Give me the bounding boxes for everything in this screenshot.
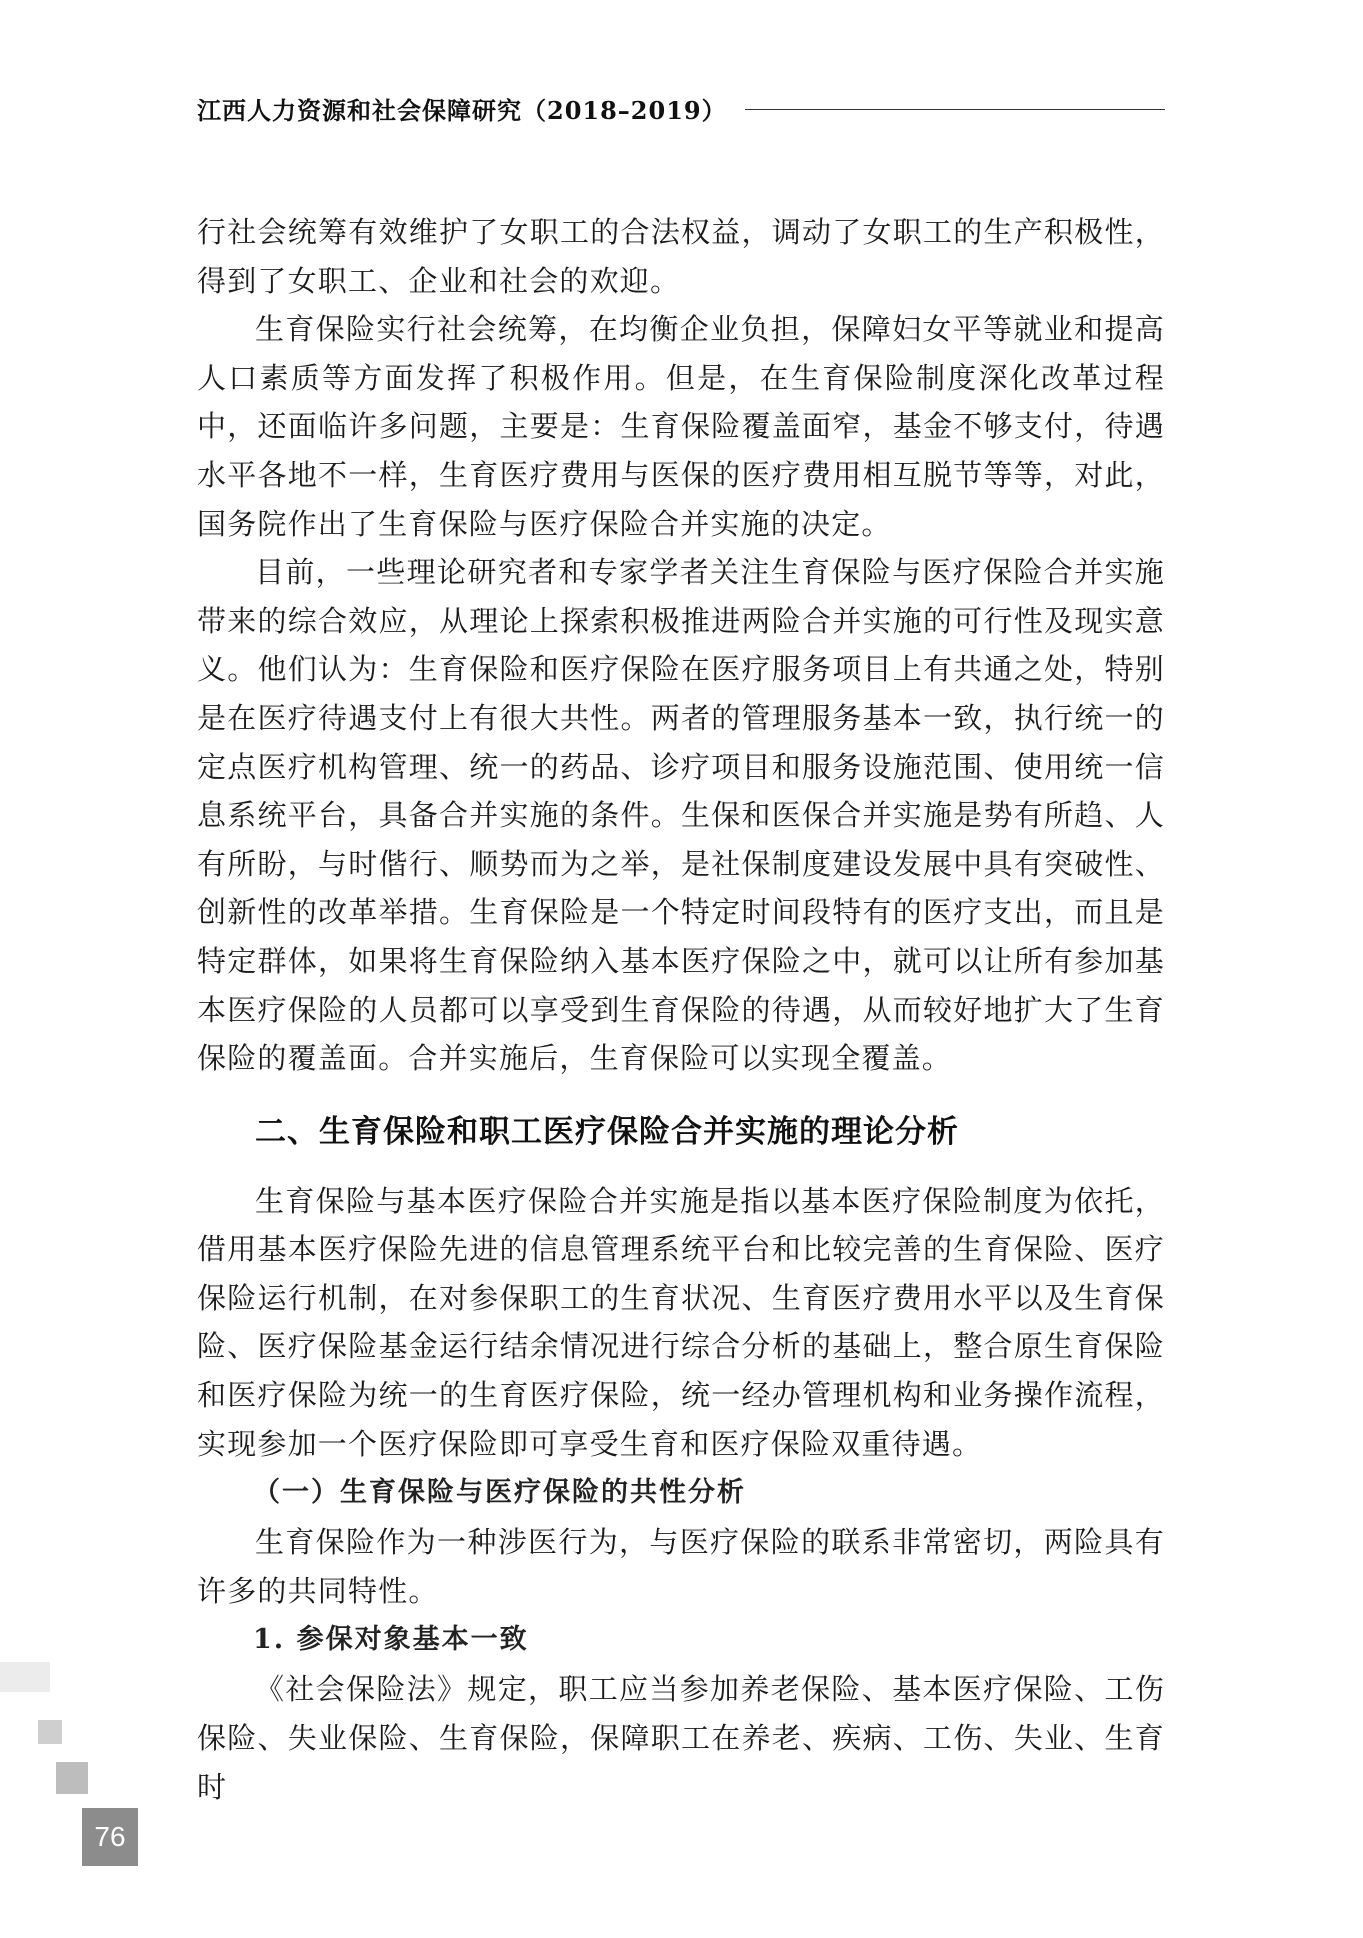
paragraph: 目前，一些理论研究者和专家学者关注生育保险与医疗保险合并实施带来的综合效应，从理论上探索积极推进两险合并实施的可行性及现实意义。他们认为：生育保险和医疗保险在医疗服务项目上有共通之处，特别是在医疗待遇支付上有很大共性。两者的管理服务基本一致，执行统一的定点医疗机构管理、统一的药品、诊疗项目和服务设施范围、使用统一信息系统平台，具备合并实施的条件。生保和医保合并实施是势有所趋、人有所盼，与时偕行、顺势而为之举，是社保制度建设发展中具有突破性、创新性的改革举措。生育保险是一个特定时间段特有的医疗支出，而且是特定群体，如果将生育保险纳入基本医疗保险之中，就可以让所有参加基本医疗保险的人员都可以享受到生育保险的待遇，从而较好地扩大了生育保险的覆盖面。合并实施后，生育保险可以实现全覆盖。 (197, 555, 1165, 1076)
decorative-square (38, 1720, 62, 1744)
decorative-square (56, 1762, 88, 1794)
page-number-box (82, 1808, 138, 1866)
page-body (197, 208, 1165, 1811)
paragraph: 生育保险与基本医疗保险合并实施是指以基本医疗保险制度为依托，借用基本医疗保险先进的信息管理系统平台和比较完善的生育保险、医疗保险运行机制，在对参保职工的生育状况、生育医疗费用水平以及生育保险、医疗保险基金运行结余情况进行综合分析的基础上，整合原生育保险和医疗保险为统一的生育医疗保险，统一经办管理机构和业务操作流程，实现参加一个医疗保险即可享受生育和医疗保险双重待遇。 (197, 1183, 1165, 1461)
paragraph: 生育保险实行社会统筹，在均衡企业负担，保障妇女平等就业和提高人口素质等方面发挥了积极作用。但是，在生育保险制度深化改革过程中，还面临许多问题，主要是：生育保险覆盖面窄，基金不够支付，待遇水平各地不一样，生育医疗费用与医保的医疗费用相互脱节等等，对此，国务院作出了生育保险与医疗保险合并实施的决定。 (197, 312, 1165, 541)
running-head (197, 88, 1165, 128)
subsection-heading: （一）生育保险与医疗保险的共性分析 (253, 1477, 746, 1509)
item-heading: 1. 参保对象基本一致 (253, 1624, 529, 1656)
paragraph-continuation: 行社会统筹有效维护了女职工的合法权益，调动了女职工的生产积极性，得到了女职工、企业和社会的欢迎。 (197, 215, 1165, 298)
decorative-square (0, 1662, 50, 1692)
paragraph: 《社会保险法》规定，职工应当参加养老保险、基本医疗保险、工伤保险、失业保险、生育保险，保障职工在养老、疾病、工伤、失业、生育时 (197, 1672, 1165, 1804)
running-title: 江西人力资源和社会保障研究（2018–2019） (197, 95, 727, 125)
section-heading: 二、生育保险和职工医疗保险合并实施的理论分析 (255, 1113, 959, 1150)
header-rule (745, 109, 1165, 110)
paragraph: 生育保险作为一种涉医行为，与医疗保险的联系非常密切，两险具有许多的共同特性。 (197, 1525, 1165, 1608)
page-number: 76 (94, 1821, 126, 1852)
